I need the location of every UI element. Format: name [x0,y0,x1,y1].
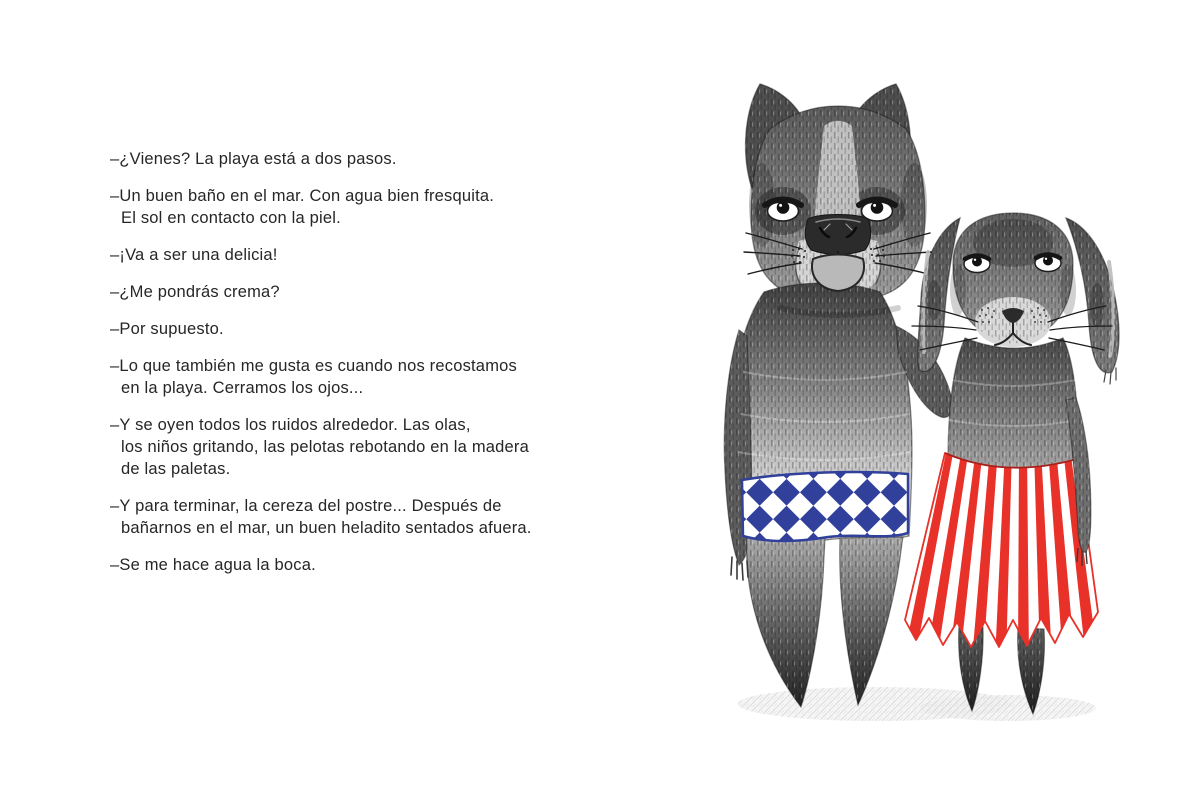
dialogue-paragraph [110,244,555,266]
dialogue-paragraph [110,185,555,229]
dialogue-line: bañarnos en el mar, un buen heladito sentados afuera. [121,519,532,537]
dog-nose [805,215,870,255]
dialogue-line: –Por supuesto. [110,320,224,338]
dialogue-line: en la playa. Cerramos los ojos... [121,379,364,397]
dialogue-line: –¿Vienes? La playa está a dos pasos. [110,150,397,168]
illustration [700,60,1180,740]
dialogue-line: –Se me hace agua la boca. [110,556,316,574]
dog-trunks [742,472,908,541]
dialogue-paragraph [110,495,555,539]
dialogue-line: –¡Va a ser una delicia! [110,246,278,264]
dialogue-paragraph [110,148,555,170]
dialogue-line: –Lo que también me gusta es cuando nos recostamos [110,357,517,375]
rabbit-right-eye [1035,255,1061,272]
dialogue-line: –¿Me pondrás crema? [110,283,280,301]
story-text [110,148,555,591]
dialogue-paragraph [110,281,555,303]
dialogue-paragraph [110,318,555,340]
dialogue-paragraph [110,554,555,576]
dialogue-line: de las paletas. [121,460,231,478]
dialogue-paragraph [110,355,555,399]
dialogue-paragraph [110,414,555,480]
rabbit-left-eye [964,256,990,273]
dog-left-eye [765,200,801,222]
dialogue-line: los niños gritando, las pelotas rebotando en la madera [121,438,529,456]
dialogue-line: El sol en contacto con la piel. [121,209,341,227]
dialogue-line: –Y para terminar, la cereza del postre... Después de [110,497,502,515]
dialogue-line: –Un buen baño en el mar. Con agua bien fresquita. [110,187,495,205]
dialogue-line: –Y se oyen todos los ruidos alrededor. Las olas, [110,416,471,434]
